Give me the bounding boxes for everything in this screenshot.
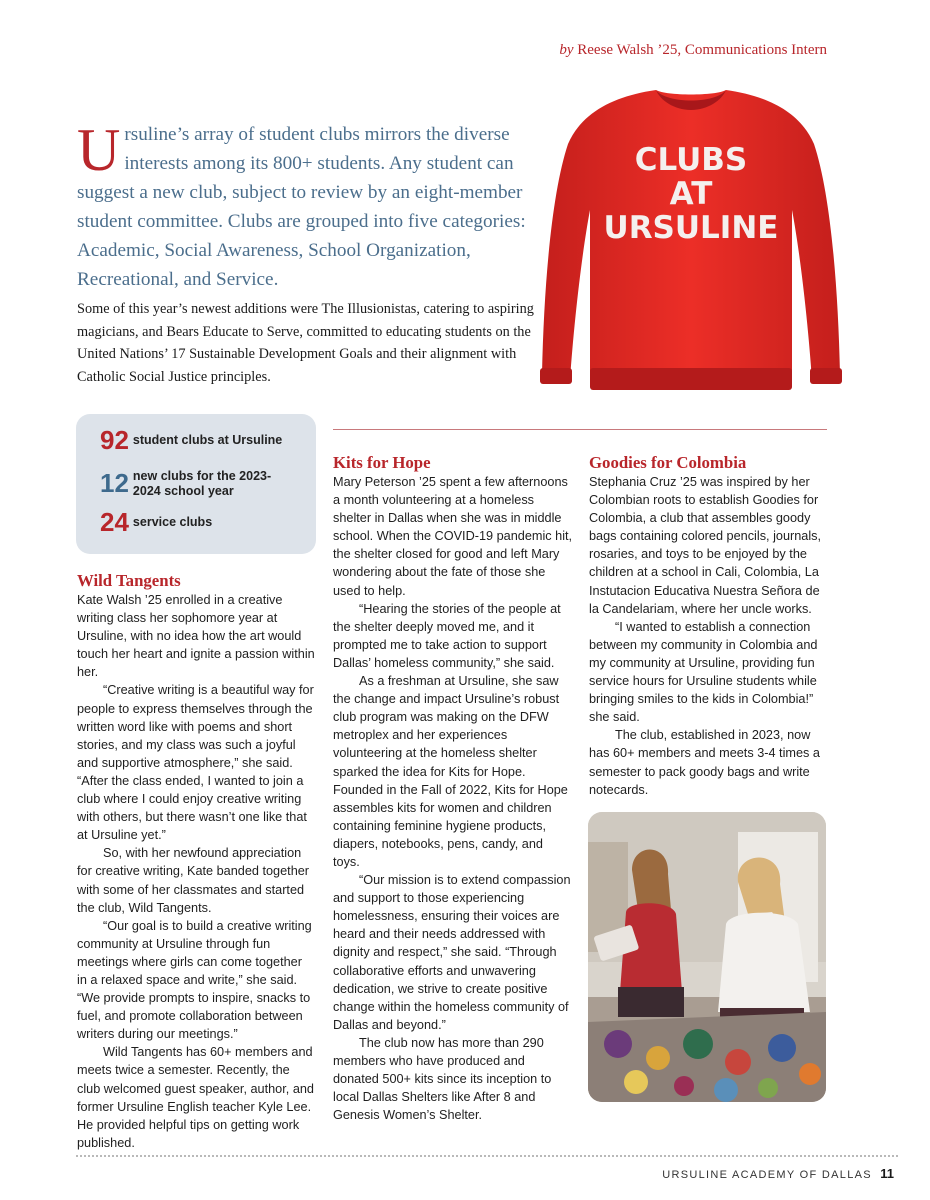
column-wild-tangents: [77, 571, 315, 1152]
stat-service-clubs: [100, 507, 212, 538]
lede-paragraph: [77, 117, 555, 294]
sweater-line-2: AT: [669, 176, 713, 212]
section-title-wild-tangents: Wild Tangents: [77, 571, 181, 590]
paragraph: “Our mission is to extend compassion and support to those experiencing homelessness, ensuring their voices are heard and their needs addressed with dignity and respect,” she said. “Through collaborative efforts and unwavering dedication, we strive to create positive change within the homeless community of Dallas and beyond.”: [333, 873, 571, 1032]
sweater-line-1: CLUBS: [634, 142, 748, 178]
stat-label-line: 2024 school year: [132, 483, 234, 498]
paragraph: “Hearing the stories of the people at the shelter deeply moved me, and it prompted me to take action to support Dallas’ homeless community,” she said.: [333, 601, 561, 670]
paragraph: Mary Peterson ’25 spent a few afternoons a month volunteering at a homeless shelter in Dallas when she was in middle school. When the COVID-19 pandemic hit, the shelter closed for good and left Mary wondering about the fate of those she used to help.: [333, 475, 573, 598]
byline-by: by: [559, 42, 574, 58]
byline-author: Reese Walsh ’25, Communications Intern: [577, 42, 827, 58]
byline: [559, 42, 827, 59]
stat-number: 12: [100, 468, 129, 498]
stats-box: [76, 414, 316, 554]
paragraph: As a freshman at Ursuline, she saw the change and impact Ursuline’s robust club program was making on the DFW metroplex and her experiences volunteering at the homeless shelter sparked the idea for Kits for Hope. Founded in the Fall of 2022, Kits for Hope assembles kits for women and children containing feminine hygiene products, diapers, notebooks, pens, candy, and toys.: [333, 674, 568, 869]
footer-school-name: URSULINE ACADEMY OF DALLAS: [662, 1169, 872, 1181]
section-divider: [333, 429, 827, 430]
paragraph: The club, established in 2023, now has 60+ members and meets 3-4 times a semester to pack goody bags and write notecards.: [589, 728, 820, 797]
intro-paragraph: Some of this year’s newest additions were The Illusionistas, catering to aspiring magicians, and Bears Educate to Serve, committed to educating students on the United Nations’ 17 Sustainable Development Goals and their alignment with Catholic Social Justice principles.: [77, 301, 534, 385]
lede-text: rsuline’s array of student clubs mirrors the diverse interests among its 800+ students. Any student can suggest a new club, subject to review by an eight-member student committee. Clubs are grouped into five categories: Academic, Social Awareness, School Organization, Recreational, and Service.: [77, 124, 526, 290]
paragraph: The club now has more than 290 members who have produced and donated 500+ kits since its inception to local Dallas Shelters like After 8 and Genesis Women’s Shelter.: [333, 1035, 552, 1123]
drop-cap: U: [77, 117, 121, 183]
paragraph: “I wanted to establish a connection between my community in Colombia and my community at Ursuline, providing fun service hours for Ursuline students while bringing smiles to the kids in Colombia!” she said.: [589, 619, 818, 725]
paragraph: Kate Walsh ’25 enrolled in a creative writing class her sophomore year at Ursuline, with no idea how the art would touch her heart and ignite a passion within her.: [77, 593, 315, 680]
section-title-kits-for-hope: Kits for Hope: [333, 453, 431, 472]
page-number: 11: [880, 1166, 894, 1181]
stat-label: service clubs: [132, 515, 213, 529]
stat-new-clubs: [100, 468, 271, 499]
paragraph: Wild Tangents has 60+ members and meets twice a semester. Recently, the club welcomed guest speaker, author, and former Ursuline English teacher Kyle Lee. He provided helpful tips on getting work published.: [77, 1045, 314, 1150]
sweater-line-3: URSULINE: [603, 210, 779, 246]
stat-label: [133, 469, 271, 499]
stat-number: 92: [100, 425, 129, 455]
paragraph: “Our goal is to build a creative writing community at Ursuline through fun meetings where girls can come together in a relaxed space and write,” she said. “We provide prompts to inspire, snacks to fuel, and promote collaboration between writers during our meetings.”: [77, 918, 312, 1042]
page-footer: [662, 1166, 894, 1181]
sweater-illustration: [538, 82, 844, 400]
paragraph: So, with her newfound appreciation for creative writing, Kate banded together with some of her classmates and started the club, Wild Tangents.: [77, 846, 310, 915]
section-title-goodies-for-colombia: Goodies for Colombia: [589, 453, 747, 472]
stat-number: 24: [100, 507, 129, 537]
students-photo: [588, 812, 826, 1102]
paragraph: “Creative writing is a beautiful way for people to express themselves through the written word like with poems and short stories, and my class was such a joyful and supportive atmosphere,” she said. “After the class ended, I wanted to join a club where I could enjoy creative writing with others, but there wasn’t one like that at Ursuline yet.”: [77, 683, 314, 843]
footer-divider: [76, 1155, 898, 1157]
stat-label-line: new clubs for the 2023-: [132, 468, 272, 483]
stat-label: student clubs at Ursuline: [132, 433, 283, 447]
stat-total-clubs: [100, 425, 282, 456]
paragraph: Stephania Cruz ’25 was inspired by her Colombian roots to establish Goodies for Colombia, a club that assembles goody bags containing colored pencils, journals, rosaries, and toys to be enjoyed by the children at a school in Cali, Colombia, La Instutacion Educativa Nuestra Señora de la Candelariam, where her uncle works.: [589, 475, 822, 616]
column-kits-for-hope: [333, 453, 573, 1124]
column-goodies-for-colombia: [589, 453, 829, 799]
